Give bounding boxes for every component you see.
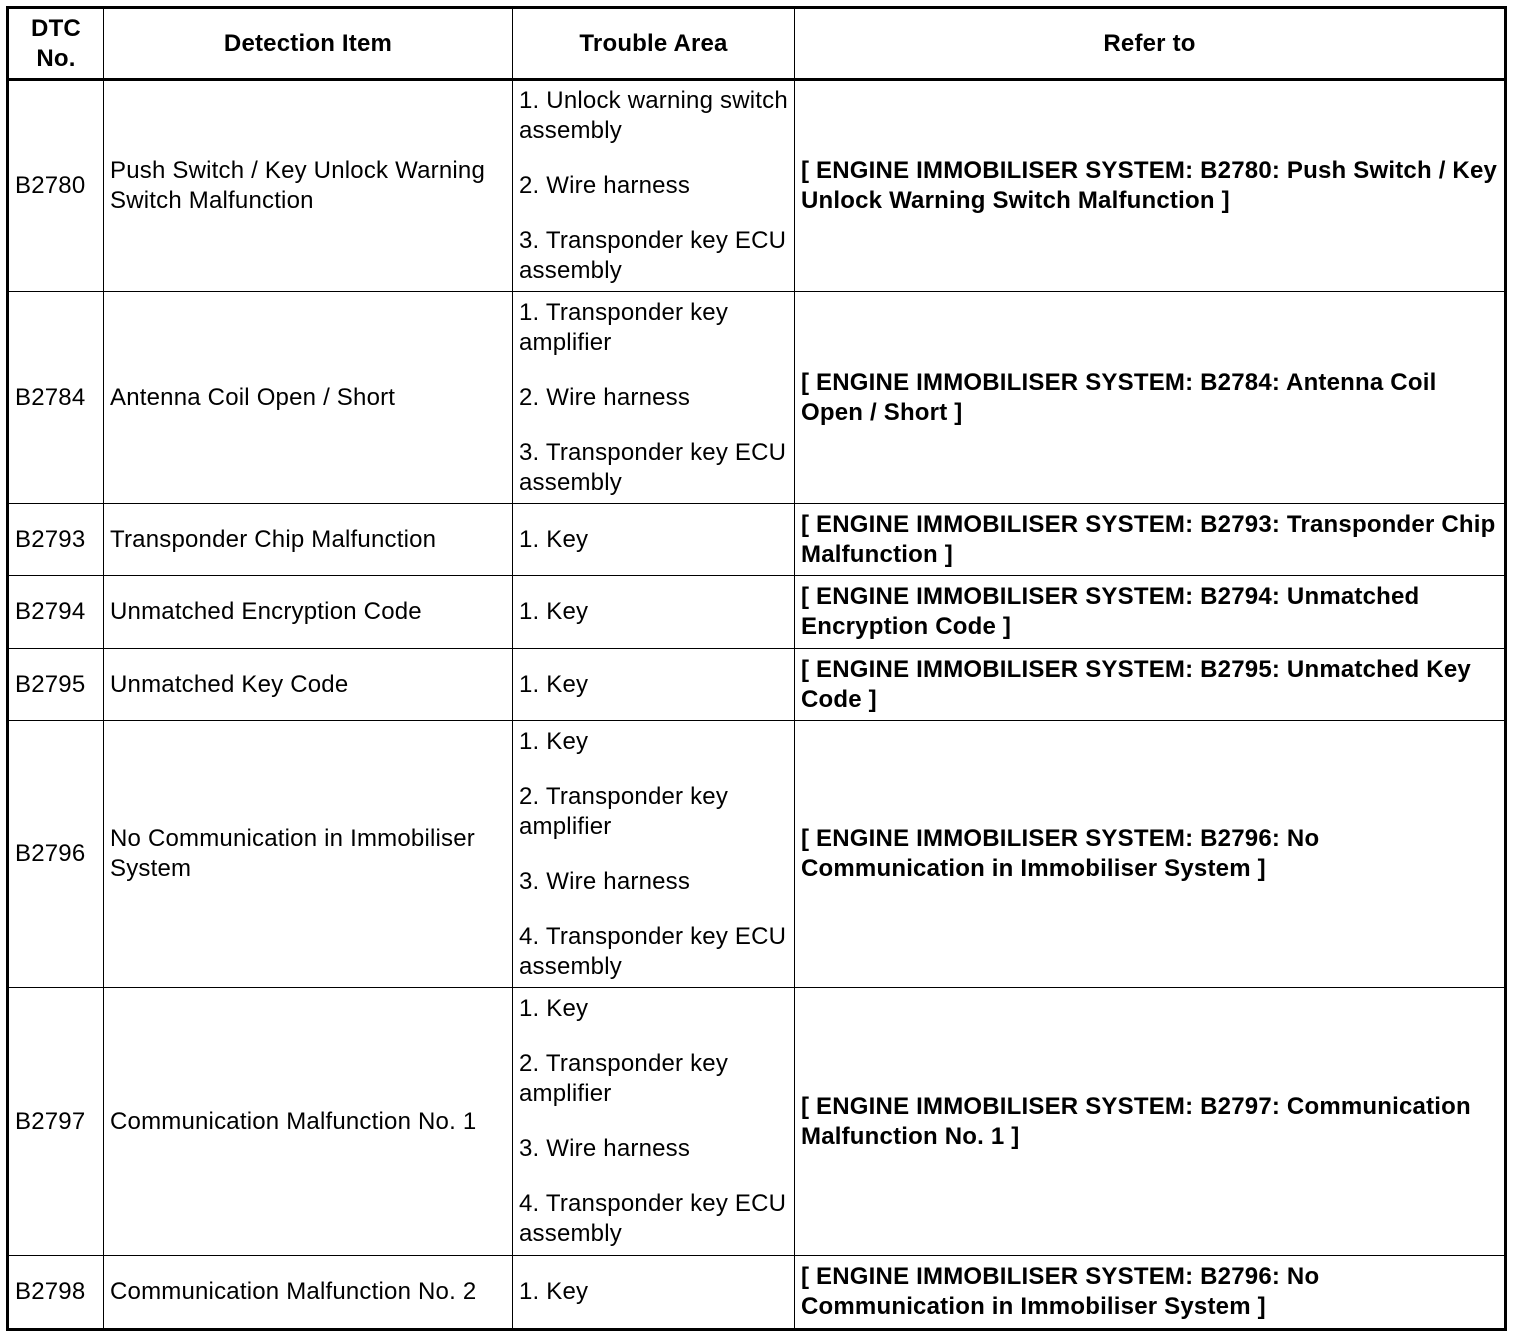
detection-item: Transponder Chip Malfunction bbox=[104, 504, 513, 576]
trouble-area-item: 2. Wire harness bbox=[519, 383, 691, 411]
dtc-table bbox=[6, 6, 1507, 1331]
table-row bbox=[8, 649, 1506, 721]
trouble-area-item: 1. Key bbox=[519, 1278, 589, 1305]
trouble-area-item: 3. Transponder key ECU assembly bbox=[519, 438, 787, 496]
table-body bbox=[8, 80, 1506, 1330]
detection-item: Push Switch / Key Unlock Warning Switch Malfunction bbox=[104, 80, 513, 292]
refer-link[interactable]: [ ENGINE IMMOBILISER SYSTEM: B2793: Transponder Chip Malfunction ] bbox=[795, 504, 1506, 576]
detection-item: Unmatched Encryption Code bbox=[104, 576, 513, 649]
dtc-code: B2797 bbox=[8, 988, 104, 1256]
trouble-area-item: 1. Transponder key amplifier bbox=[519, 298, 729, 356]
trouble-area-item: 4. Transponder key ECU assembly bbox=[519, 922, 787, 980]
detection-item: Antenna Coil Open / Short bbox=[104, 292, 513, 504]
trouble-area-item: 1. Key bbox=[519, 670, 589, 698]
trouble-area bbox=[513, 292, 795, 504]
table-row bbox=[8, 504, 1506, 576]
table-row bbox=[8, 988, 1506, 1256]
refer-link[interactable]: [ ENGINE IMMOBILISER SYSTEM: B2797: Communication Malfunction No. 1 ] bbox=[795, 988, 1506, 1256]
trouble-area-item: 4. Transponder key ECU assembly bbox=[519, 1190, 787, 1247]
refer-link[interactable]: [ ENGINE IMMOBILISER SYSTEM: B2795: Unmatched Key Code ] bbox=[795, 649, 1506, 721]
table-row bbox=[8, 292, 1506, 504]
header-dtc-no: DTC No. bbox=[8, 8, 104, 80]
header-refer-to: Refer to bbox=[795, 8, 1506, 80]
dtc-code: B2784 bbox=[8, 292, 104, 504]
header-detection-item: Detection Item bbox=[104, 8, 513, 80]
dtc-code: B2780 bbox=[8, 80, 104, 292]
detection-item: No Communication in Immobiliser System bbox=[104, 721, 513, 988]
trouble-area bbox=[513, 1256, 795, 1330]
trouble-area-item: 3. Wire harness bbox=[519, 867, 691, 895]
refer-link[interactable]: [ ENGINE IMMOBILISER SYSTEM: B2784: Antenna Coil Open / Short ] bbox=[795, 292, 1506, 504]
header-row bbox=[8, 8, 1506, 80]
trouble-area-item: 3. Wire harness bbox=[519, 1135, 691, 1162]
trouble-area-item: 1. Key bbox=[519, 727, 589, 755]
dtc-code: B2796 bbox=[8, 721, 104, 988]
trouble-area-item: 2. Wire harness bbox=[519, 172, 691, 199]
refer-link[interactable]: [ ENGINE IMMOBILISER SYSTEM: B2796: No Communication in Immobiliser System ] bbox=[795, 721, 1506, 988]
table-row bbox=[8, 576, 1506, 649]
table-row bbox=[8, 1256, 1506, 1330]
refer-link[interactable]: [ ENGINE IMMOBILISER SYSTEM: B2794: Unmatched Encryption Code ] bbox=[795, 576, 1506, 649]
trouble-area-item: 1. Key bbox=[519, 525, 589, 553]
refer-link[interactable]: [ ENGINE IMMOBILISER SYSTEM: B2796: No Communication in Immobiliser System ] bbox=[795, 1256, 1506, 1330]
dtc-code: B2794 bbox=[8, 576, 104, 649]
dtc-code: B2793 bbox=[8, 504, 104, 576]
detection-item: Communication Malfunction No. 2 bbox=[104, 1256, 513, 1330]
dtc-code: B2798 bbox=[8, 1256, 104, 1330]
trouble-area-item: 1. Key bbox=[519, 598, 589, 625]
trouble-area-item: 1. Key bbox=[519, 995, 589, 1022]
header-trouble-area: Trouble Area bbox=[513, 8, 795, 80]
table-row bbox=[8, 721, 1506, 988]
trouble-area bbox=[513, 649, 795, 721]
dtc-code: B2795 bbox=[8, 649, 104, 721]
trouble-area-item: 2. Transponder key amplifier bbox=[519, 1050, 729, 1107]
trouble-area-item: 2. Transponder key amplifier bbox=[519, 782, 729, 840]
trouble-area bbox=[513, 504, 795, 576]
detection-item: Unmatched Key Code bbox=[104, 649, 513, 721]
trouble-area-item: 3. Transponder key ECU assembly bbox=[519, 227, 787, 284]
trouble-area bbox=[513, 988, 795, 1256]
trouble-area bbox=[513, 576, 795, 649]
trouble-area-item: 1. Unlock warning switch assembly bbox=[519, 87, 788, 144]
detection-item: Communication Malfunction No. 1 bbox=[104, 988, 513, 1256]
refer-link[interactable]: [ ENGINE IMMOBILISER SYSTEM: B2780: Push Switch / Key Unlock Warning Switch Malfunction ] bbox=[795, 80, 1506, 292]
trouble-area bbox=[513, 721, 795, 988]
table-row bbox=[8, 80, 1506, 292]
trouble-area bbox=[513, 80, 795, 292]
